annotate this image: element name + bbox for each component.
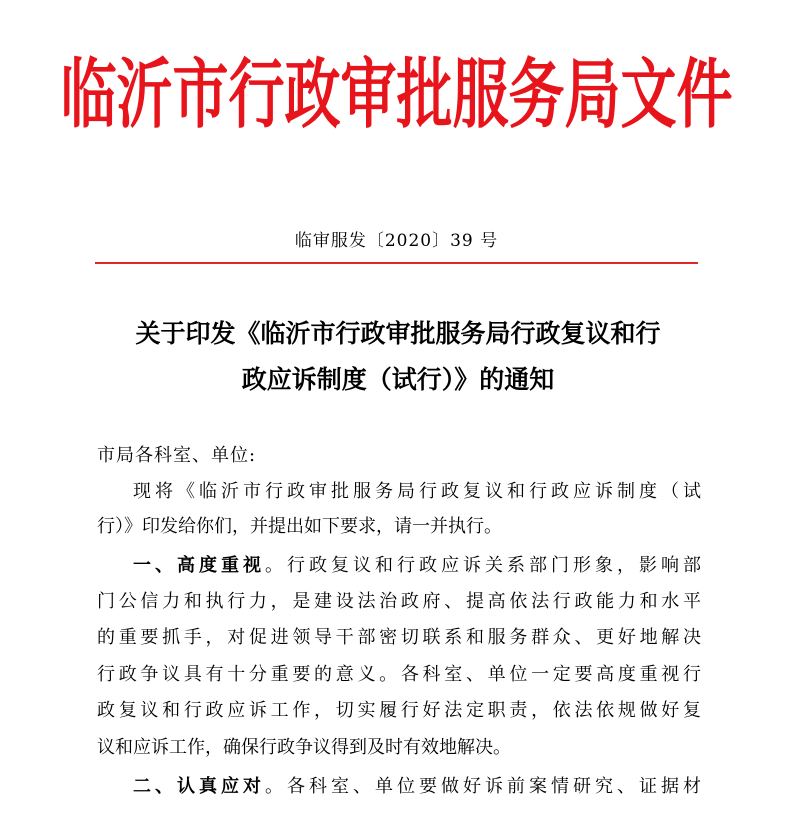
notice-title-line-1: 关于印发《临沂市行政审批服务局行政复议和行: [135, 319, 661, 348]
body-intro-line-2: 行）》印发给你们，并提出如下要求，请一并执行。: [97, 516, 502, 537]
recipient-salutation: 市局各科室、单位:: [97, 445, 257, 466]
body-point-1-line-6: 议和应诉工作，确保行政争议得到及时有效地解决。: [97, 737, 511, 758]
document-number: 临审服发〔2020〕39 号: [294, 231, 499, 251]
body-point-1-line-3: 的重要抓手，对促进领导干部密切联系和服务群众、更好地解决: [97, 627, 701, 648]
notice-title-line-2: 政应诉制度（试行）》的通知: [241, 365, 555, 394]
document-header: [0, 48, 793, 144]
point-2-line-1-text: 。各科室、单位要做好诉前案情研究、证据材: [265, 776, 701, 797]
body-point-1-line-4: 行政争议具有十分重要的意义。各科室、单位一定要高度重视行: [97, 664, 701, 685]
red-separator-line: [95, 262, 698, 264]
point-2-heading: 二、认真应对: [133, 776, 265, 797]
body-point-2-line-1: [133, 771, 701, 803]
issuing-authority-title: 临沂市行政审批服务局文件: [60, 51, 733, 140]
body-point-1-line-5: 政复议和行政应诉工作，切实履行好法定职责，依法依规做好复: [97, 700, 701, 721]
notice-title: [95, 311, 701, 403]
point-1-heading: 一、高度重视: [133, 555, 265, 576]
body-point-1-line-1: [133, 550, 701, 582]
point-1-line-1-text: 。行政复议和行政应诉关系部门形象，影响部: [265, 555, 701, 576]
body-intro-line-1: 现将《临沂市行政审批服务局行政复议和行政应诉制度（试: [133, 481, 701, 502]
body-point-1-line-2: 门公信力和执行力，是建设法治政府、提高依法行政能力和水平: [97, 591, 701, 612]
